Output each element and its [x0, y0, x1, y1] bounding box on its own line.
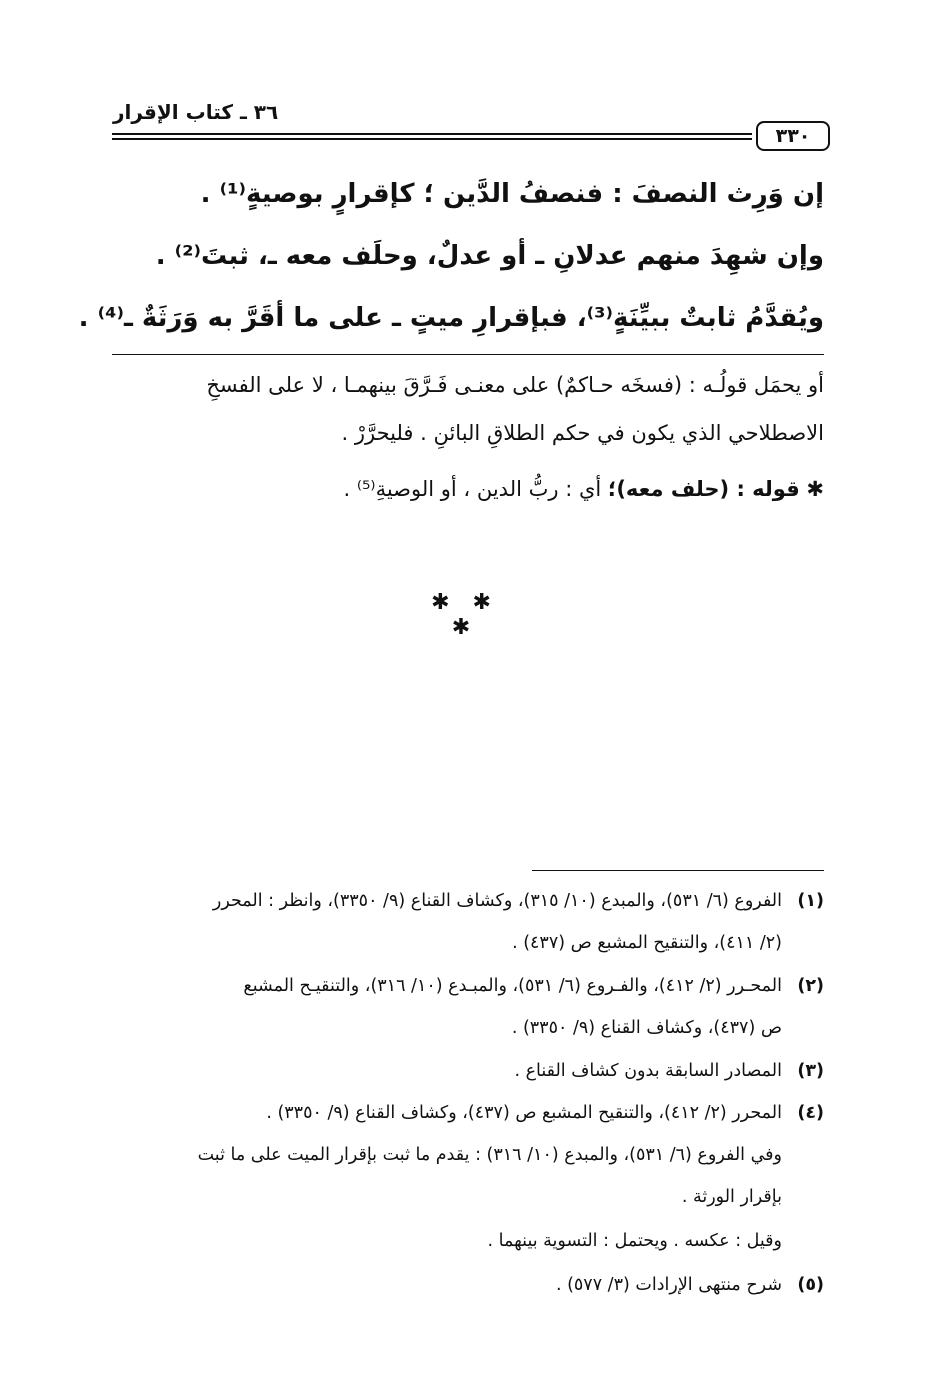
note-label: قوله : (حلف معه)؛	[607, 477, 800, 501]
commentary-line-2: الاصطلاحي الذي يكون في حكم الطلاقِ البائنِ . فليحرَّرْ .	[341, 421, 824, 445]
footnote-number-5: (٥)	[797, 1275, 824, 1295]
footnote-divider	[532, 870, 824, 871]
footnote-number-2: (٢)	[797, 976, 824, 996]
commentary-note	[343, 474, 824, 504]
footnote-number-1: (١)	[797, 891, 824, 911]
footnote-4-line-2: وفي الفروع (٦/ ٥٣١)، والمبدع (١٠/ ٣١٦) : يقدم ما ثبت بإقرار الميت على ما ثبت	[197, 1145, 782, 1165]
commentary-line-1: أو يحمَل قولُـه : (فسخَه حـاكمٌ) على معنـى فَـرَّقَ بينهمـا ، لا على الفسخِ	[206, 373, 824, 397]
footnote-4-line-3: بإقرار الورثة .	[681, 1187, 782, 1207]
note-marker: ✱	[806, 477, 824, 501]
footnote-3-line-1: المصادر السابقة بدون كشاف القناع .	[514, 1061, 782, 1081]
footnote-5-line-1: شرح منتهى الإرادات (٣/ ٥٧٧) .	[555, 1275, 782, 1295]
footnote-1-line-1: الفروع (٦/ ٥٣١)، والمبدع (١٠/ ٣١٥)، وكشاف القناع (٩/ ٣٣٥٠)، وانظر : المحرر	[212, 891, 782, 911]
footnote-4-line-4: وقيل : عكسه . ويحتمل : التسوية بينهما .	[487, 1231, 782, 1251]
footnote-2-line-1: المحـرر (٢/ ٤١٢)، والفـروع (٦/ ٥٣١)، والمبـدع (١٠/ ٣١٦)، والتنقيـح المشبع	[243, 976, 782, 996]
running-head: ٣٦ ـ كتاب الإقرار	[113, 100, 279, 124]
header-rule-top	[112, 133, 752, 135]
section-separator-stars: ✱ ✱ ✱	[431, 590, 499, 640]
note-text: أي : ربُّ الدين ، أو الوصيةِ⁽⁵⁾ .	[343, 477, 602, 501]
page-number: ٣٣٠	[756, 121, 830, 151]
footnote-2-line-2: ص (٤٣٧)، وكشاف القناع (٩/ ٣٣٥٠) .	[511, 1018, 782, 1038]
main-text-line-3: ويُقدَّمُ ثابتٌ ببيِّنَةٍ⁽³⁾، فبإقرارِ ميتٍ ـ على ما أقَرَّ به وَرَثَةٌ ـ⁽⁴⁾ .	[78, 303, 824, 333]
footnote-number-3: (٣)	[797, 1061, 824, 1081]
main-text-line-1: إن وَرِث النصفَ : فنصفُ الدَّين ؛ كإقرارٍ بوصيةٍ⁽¹⁾ .	[200, 179, 824, 209]
footnote-4-line-1: المحرر (٢/ ٤١٢)، والتنقيح المشبع ص (٤٣٧)، وكشاف القناع (٩/ ٣٣٥٠) .	[266, 1103, 782, 1123]
footnote-1-line-2: (٢/ ٤١١)، والتنقيح المشبع ص (٤٣٧) .	[512, 933, 782, 953]
main-text-line-2: وإن شهِدَ منهم عدلانِ ـ أو عدلٌ، وحلَف معه ـ، ثبتَ⁽²⁾ .	[155, 241, 824, 271]
header-rule-bottom	[112, 138, 752, 140]
footnote-number-4: (٤)	[797, 1103, 824, 1123]
main-commentary-divider	[112, 354, 824, 355]
